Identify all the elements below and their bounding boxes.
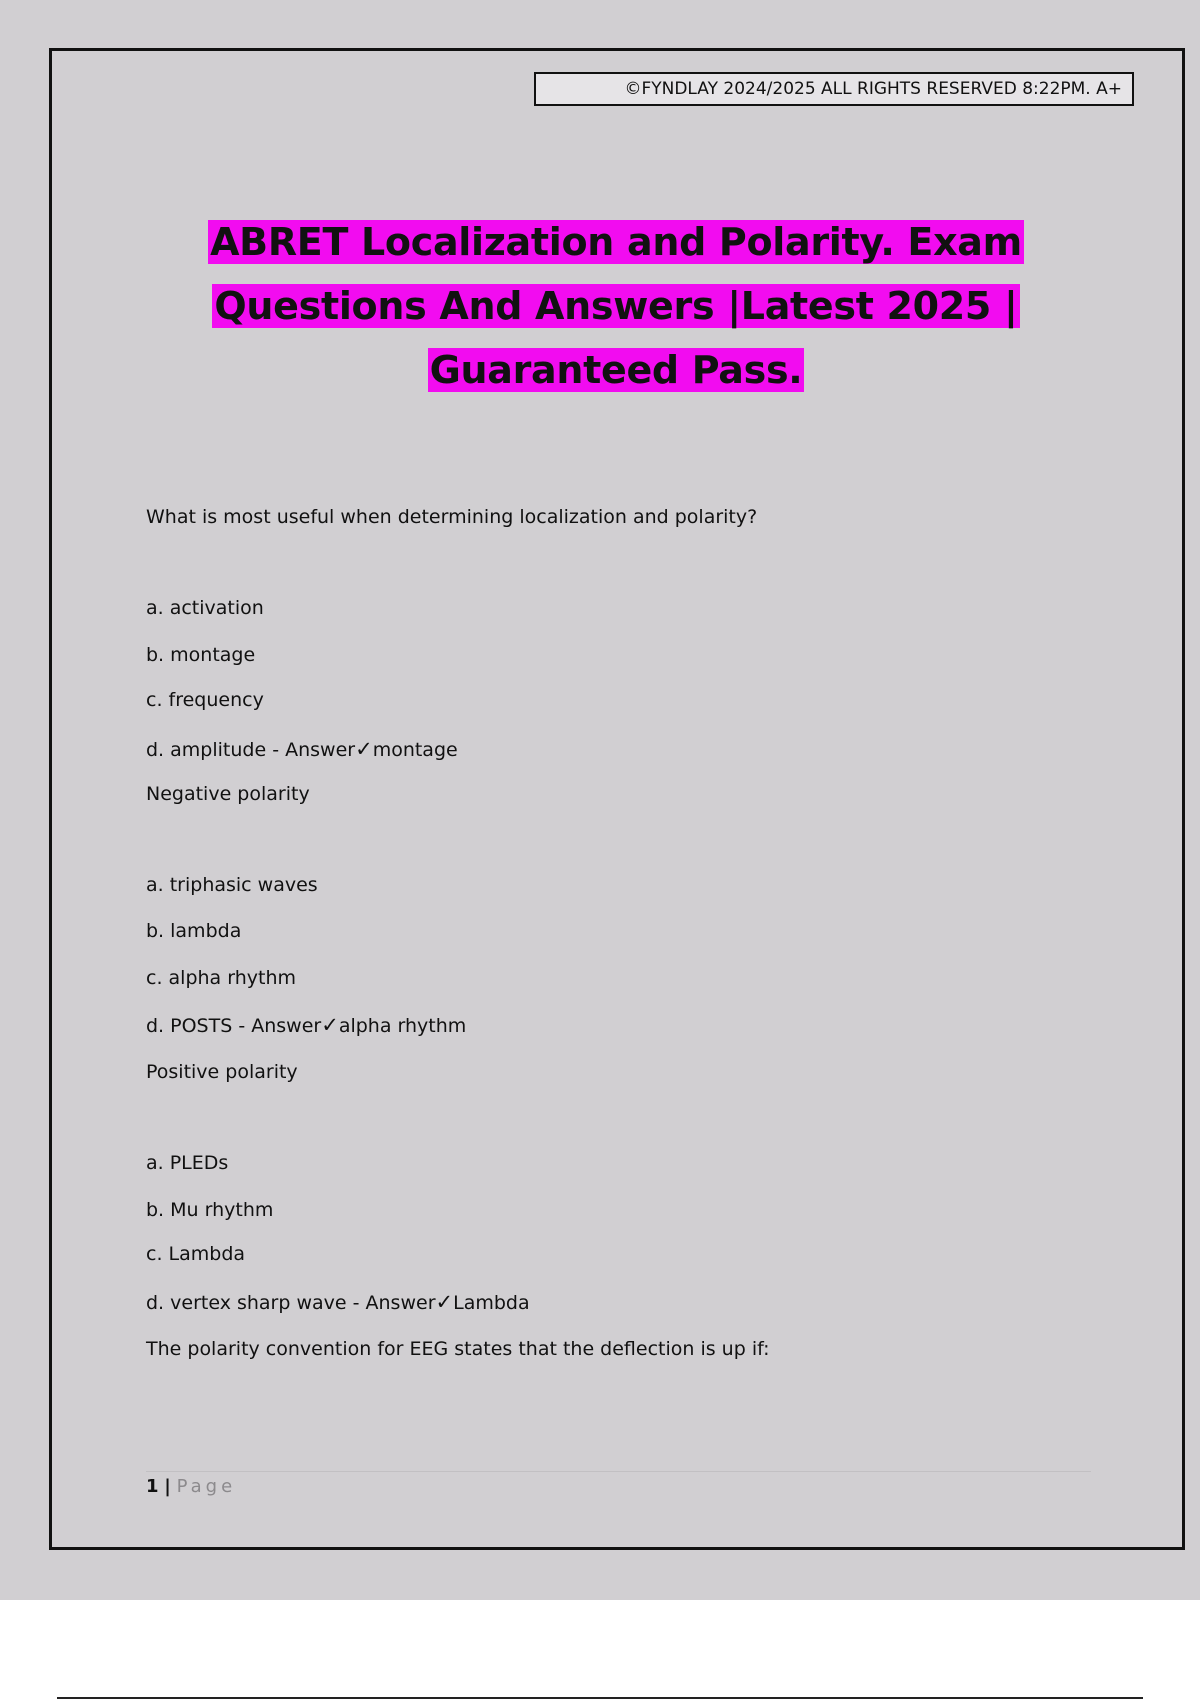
footer-divider — [146, 1471, 1091, 1472]
correct-answer: montage — [372, 739, 458, 761]
answer-option: a. triphasic waves — [146, 874, 318, 896]
title-line-3: Guaranteed Pass. — [429, 348, 803, 392]
document-title — [130, 210, 1102, 402]
answer-option: d. amplitude - Answer — [146, 739, 356, 761]
answer-option: b. Mu rhythm — [146, 1199, 274, 1221]
answer-option: b. montage — [146, 644, 256, 666]
page-label: Page — [176, 1476, 237, 1497]
answer-option: c. alpha rhythm — [146, 967, 296, 989]
page-footer — [146, 1475, 236, 1499]
title-line-1: ABRET Localization and Polarity. Exam — [210, 220, 1022, 264]
answer-option-with-key — [146, 737, 458, 762]
answer-option-with-key — [146, 1290, 530, 1315]
title-line-2: Questions And Answers |Latest 2025 | — [214, 284, 1018, 328]
answer-option-with-key — [146, 1013, 466, 1038]
copyright-header: ©FYNDLAY 2024/2025 ALL RIGHTS RESERVED 8:22PM. A+ — [534, 72, 1134, 106]
question-prompt: Negative polarity — [146, 783, 310, 805]
check-icon: ✓ — [321, 1013, 339, 1037]
answer-option: a. PLEDs — [146, 1152, 229, 1174]
footer-separator: | — [164, 1476, 171, 1497]
check-icon: ✓ — [355, 737, 373, 761]
answer-option: d. POSTS - Answer — [146, 1015, 322, 1037]
answer-option: d. vertex sharp wave - Answer — [146, 1292, 436, 1314]
question-prompt: What is most useful when determining localization and polarity? — [146, 506, 758, 528]
check-icon: ✓ — [435, 1290, 454, 1314]
answer-option: a. activation — [146, 597, 264, 619]
answer-option: b. lambda — [146, 920, 242, 942]
page-number: 1 — [146, 1476, 159, 1497]
answer-option: c. frequency — [146, 689, 264, 711]
correct-answer: Lambda — [453, 1292, 530, 1314]
next-page-top-rule — [57, 1697, 1143, 1699]
answer-option: c. Lambda — [146, 1243, 246, 1265]
question-prompt: The polarity convention for EEG states that the deflection is up if: — [146, 1338, 770, 1360]
correct-answer: alpha rhythm — [338, 1015, 467, 1037]
question-prompt: Positive polarity — [146, 1061, 298, 1083]
